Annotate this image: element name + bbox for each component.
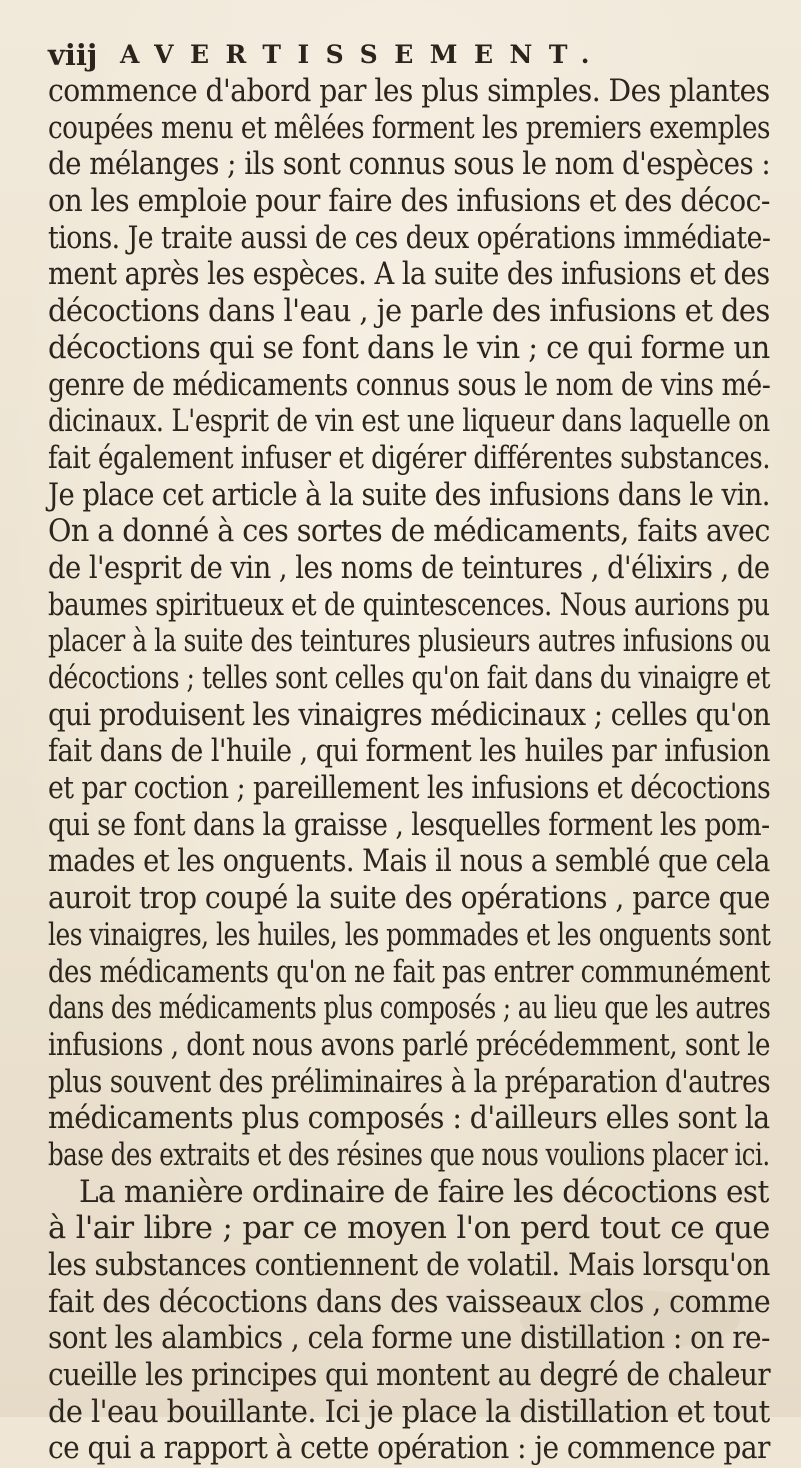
text-line: sont les alambics , cela forme une distillation : on re- bbox=[48, 1321, 770, 1357]
text-line: fait également infuser et digérer différentes substances. bbox=[48, 440, 771, 476]
body-text bbox=[48, 74, 770, 1468]
text-line: décoctions dans l'eau , je parle des infusions et des bbox=[48, 294, 770, 330]
text-line: coupées menu et mêlées forment les premiers exemples bbox=[48, 110, 770, 146]
text-line: fait dans de l'huile , qui forment les huiles par infusion bbox=[48, 734, 770, 770]
text-line: base des extraits et des résines que nous voulions placer ici. bbox=[48, 1137, 770, 1173]
text-line: dicinaux. L'esprit de vin est une liqueur dans laquelle on bbox=[48, 404, 770, 440]
text-line: de mélanges ; ils sont connus sous le nom d'espèces : bbox=[48, 147, 771, 183]
text-line: les substances contiennent de volatil. Mais lorsqu'on bbox=[48, 1248, 770, 1283]
text-line: infusions , dont nous avons parlé précédemment, sont le bbox=[48, 1027, 771, 1063]
text-line: on les emploie pour faire des infusions et des décoc- bbox=[48, 184, 770, 220]
text-line: auroit trop coupé la suite des opérations , parce que bbox=[48, 881, 770, 917]
text-line: qui se font dans la graisse , lesquelles forment les pom- bbox=[48, 807, 770, 843]
text-line: genre de médicaments connus sous le nom de vins mé- bbox=[48, 367, 771, 403]
page-header bbox=[48, 38, 768, 78]
text-line: de l'esprit de vin , les noms de teintures , d'élixirs , de bbox=[48, 550, 770, 586]
text-line: à l'air libre ; par ce moyen l'on perd tout ce que bbox=[48, 1211, 770, 1247]
text-line: de l'eau bouillante. Ici je place la distillation et tout bbox=[48, 1394, 770, 1430]
text-line: tions. Je traite aussi de ces deux opérations immédiate- bbox=[48, 220, 771, 256]
page-number: viij bbox=[48, 38, 98, 72]
text-line: dans des médicaments plus composés ; au lieu que les autres bbox=[48, 991, 771, 1027]
running-title: AVERTISSEMENT. bbox=[120, 40, 606, 69]
text-line: ce qui a rapport à cette opération : je commence par bbox=[48, 1431, 770, 1467]
text-line: qui produisent les vinaigres médicinaux ; celles qu'on bbox=[48, 697, 771, 733]
text-line: commence d'abord par les plus simples. Des plantes bbox=[48, 74, 770, 109]
text-line: des médicaments qu'on ne fait pas entrer communément bbox=[48, 954, 770, 990]
text-line: Je place cet article à la suite des infusions dans le vin. bbox=[48, 477, 770, 513]
text-line: baumes spiritueux et de quintescences. Nous aurions pu bbox=[48, 587, 770, 623]
text-line: médicaments plus composés : d'ailleurs elles sont la bbox=[48, 1101, 770, 1137]
text-line: plus souvent des préliminaires à la préparation d'autres bbox=[48, 1064, 771, 1100]
text-line: cueille les principes qui montent au degré de chaleur bbox=[48, 1358, 771, 1394]
text-line: La manière ordinaire de faire les décoctions est bbox=[79, 1174, 769, 1210]
text-line: décoctions qui se font dans le vin ; ce qui forme un bbox=[48, 330, 770, 366]
text-line: décoctions ; telles sont celles qu'on fait dans du vinaigre et bbox=[48, 661, 770, 696]
text-line: On a donné à ces sortes de médicaments, faits avec bbox=[48, 514, 770, 550]
text-line: les vinaigres, les huiles, les pommades et les onguents sont bbox=[48, 917, 771, 953]
text-line: ment après les espèces. A la suite des infusions et des bbox=[48, 257, 770, 293]
text-line: placer à la suite des teintures plusieurs autres infusions ou bbox=[48, 624, 771, 660]
text-line: et par coction ; pareillement les infusions et décoctions bbox=[48, 771, 771, 807]
text-line: mades et les onguents. Mais il nous a semblé que cela bbox=[48, 844, 770, 880]
text-line: fait des décoctions dans des vaisseaux clos , comme bbox=[48, 1284, 771, 1320]
